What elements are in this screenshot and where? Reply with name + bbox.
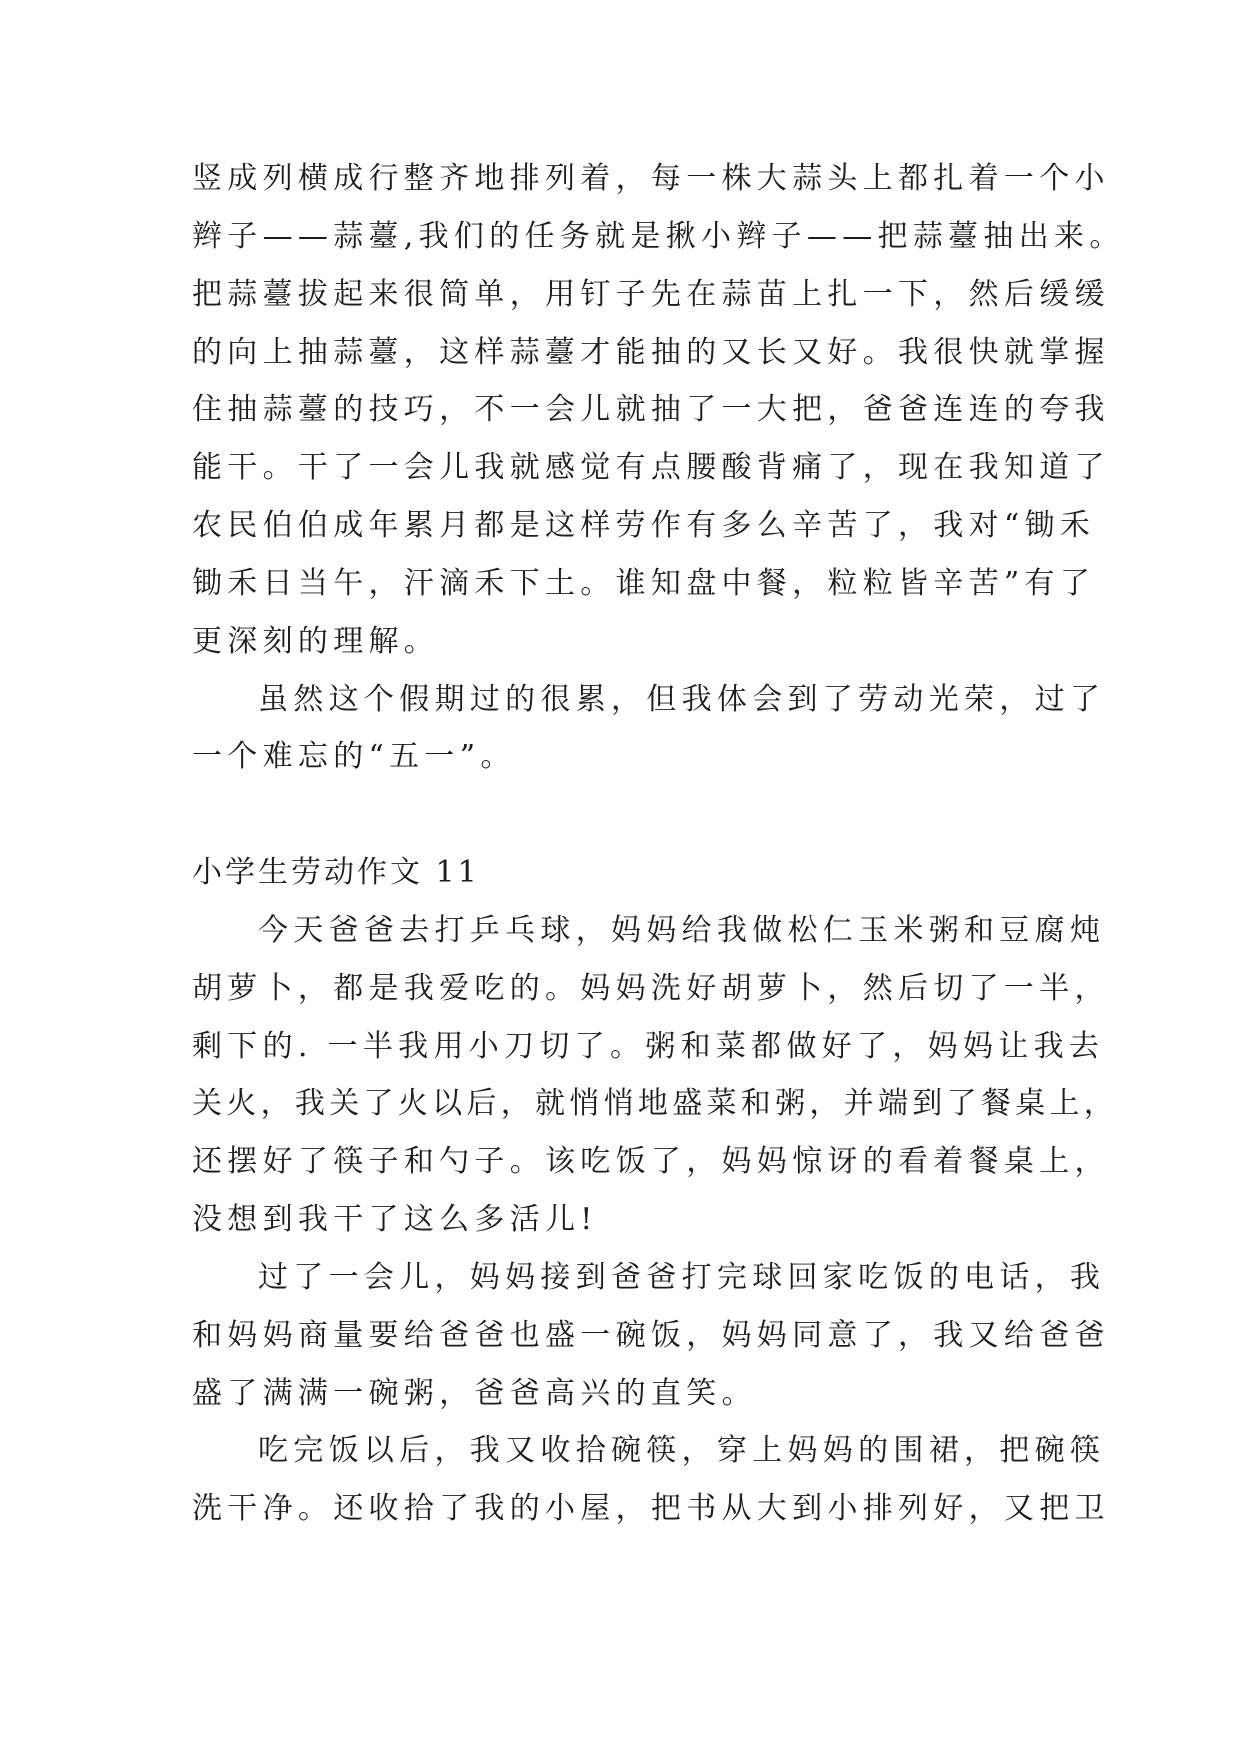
text-line: 把蒜薹拔起来很简单，用钉子先在蒜苗上扎一下，然后缓缓 — [192, 277, 1110, 312]
text-line: 盛了满满一碗粥，爸爸高兴的直笑。 — [192, 1376, 757, 1411]
text-line: 辫子——蒜薹,我们的任务就是揪小辫子——把蒜薹抽出来。 — [192, 219, 1125, 254]
text-line: 关火，我关了火以后，就悄悄地盛菜和粥，并端到了餐桌上， — [192, 1086, 1119, 1121]
text-line: 能干。干了一会儿我就感觉有点腰酸背痛了，现在我知道了 — [192, 450, 1110, 485]
text-line: 和妈妈商量要给爸爸也盛一碗饭，妈妈同意了，我又给爸爸 — [192, 1318, 1110, 1353]
section-heading: 小学生劳动作文 11 — [192, 855, 480, 890]
paragraph-first-line: 吃完饭以后，我又收拾碗筷，穿上妈妈的围裙，把碗筷 — [258, 1433, 1106, 1468]
text-line: 住抽蒜薹的技巧，不一会儿就抽了一大把，爸爸连连的夸我 — [192, 392, 1110, 427]
text-line: 胡萝卜，都是我爱吃的。妈妈洗好胡萝卜，然后切了一半， — [192, 971, 1110, 1006]
text-line: 农民伯伯成年累月都是这样劳作有多么辛苦了，我对“锄禾 — [192, 508, 1096, 543]
text-line: 的向上抽蒜薹，这样蒜薹才能抽的又长又好。我很快就掌握 — [192, 335, 1110, 370]
paragraph-first-line: 虽然这个假期过的很累，但我体会到了劳动光荣，过了 — [258, 682, 1106, 717]
text-line: 更深刻的理解。 — [192, 624, 440, 659]
text-line: 剩下的. 一半我用小刀切了。粥和菜都做好了，妈妈让我去 — [192, 1029, 1105, 1064]
paragraph-first-line: 过了一会儿，妈妈接到爸爸打完球回家吃饭的电话，我 — [258, 1260, 1106, 1295]
text-line: 一个难忘的“五一”。 — [192, 739, 516, 774]
text-line: 竖成列横成行整齐地排列着，每一株大蒜头上都扎着一个小 — [192, 161, 1110, 196]
paragraph-first-line: 今天爸爸去打乒乓球，妈妈给我做松仁玉米粥和豆腐炖 — [258, 913, 1106, 948]
text-line: 锄禾日当午，汗滴禾下土。谁知盘中餐，粒粒皆辛苦”有了 — [192, 566, 1096, 601]
text-line: 没想到我干了这么多活儿! — [192, 1202, 598, 1237]
text-line: 还摆好了筷子和勺子。该吃饭了，妈妈惊讶的看着餐桌上， — [192, 1144, 1110, 1179]
text-line: 洗干净。还收拾了我的小屋，把书从大到小排列好，又把卫 — [192, 1491, 1110, 1526]
